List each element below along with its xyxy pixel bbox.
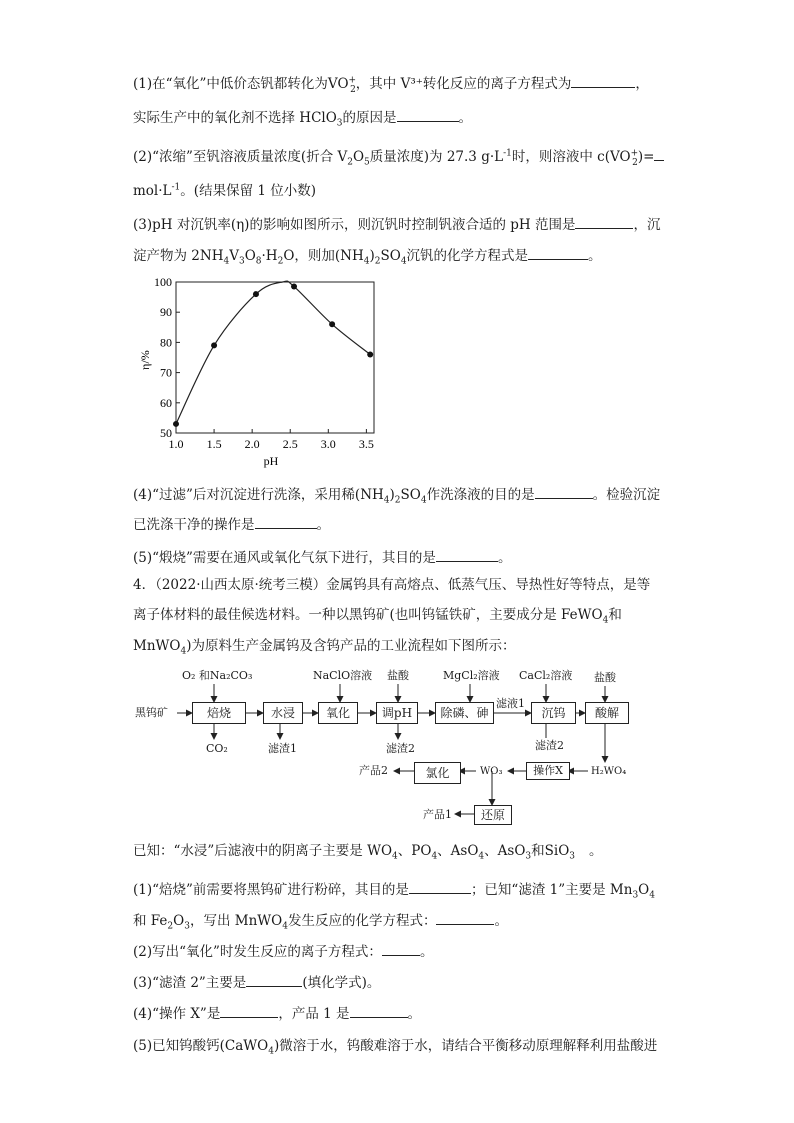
- flow-output-residue-1: 滤渣1: [268, 742, 297, 755]
- x-tick-label-2: 2.0: [244, 437, 260, 451]
- p4-line2: 离子体材料的最佳候选材料。一种以黑钨矿(也叫钨锰铁矿，主要成分是 FeWO$_4$和: [133, 607, 622, 626]
- flow-output-residue-2b: 滤渣2: [535, 739, 564, 752]
- s1-answer-blank-2[interactable]: [436, 910, 494, 925]
- y-tick-label-5: 100: [154, 275, 172, 289]
- q4-line2: 已洗涤干净的操作是 。: [133, 514, 330, 535]
- flow-start-ore: 黑钨矿: [135, 706, 168, 719]
- q3-line2: 淀产物为 $2NH_4V_3O_8\cdot H_2O$，则加$(NH_4)_2SO_4$沉钒的化学方程式是 。: [133, 245, 602, 266]
- flow-input-cacl2: CaCl₂溶液: [519, 669, 573, 682]
- s3-answer-blank[interactable]: [246, 972, 302, 987]
- q1-line2: 实际生产中的氧化剂不选择 HClO$_3$的原因是 。: [133, 107, 472, 128]
- flow-box-water-leach: 水浸: [263, 702, 303, 724]
- flow-product-1: 产品1: [423, 808, 452, 821]
- flow-box-chlorinate: 氯化: [414, 762, 461, 784]
- flow-box-reduce: 还原: [474, 805, 512, 825]
- flow-h2wo4: H₂WO₄: [591, 766, 627, 777]
- flow-box-adjust-ph: 调pH: [376, 702, 418, 724]
- flow-box-operation-x: 操作X: [526, 762, 570, 780]
- flow-box-acid-hydrolysis: 酸解: [585, 702, 629, 724]
- x-axis-label: pH: [263, 454, 279, 468]
- s1-line2: 和 $Fe_2O_3$，写出 MnWO$_4$发生反应的化学方程式： 。: [133, 910, 508, 931]
- s4-answer-blank-2[interactable]: [350, 1003, 408, 1018]
- flow-box-precipitate-w: 沉钨: [531, 702, 576, 724]
- q2-line2: $mol\cdot L^{-1}$。(结果保留 1 位小数): [133, 182, 317, 199]
- s4-answer-blank-1[interactable]: [220, 1003, 278, 1018]
- flow-input-hcl-1: 盐酸: [387, 669, 409, 682]
- s1-answer-blank-1[interactable]: [409, 879, 471, 894]
- x-tick-label-4: 3.0: [320, 437, 336, 451]
- x-tick-label-1: 1.5: [206, 437, 222, 451]
- y-axis-label: η/%: [138, 350, 152, 370]
- y-tick-label-2: 70: [160, 365, 172, 380]
- q4-line1: (4)“过滤”后对沉淀进行洗涤，采用稀$(NH_4)_2SO_4$作洗涤液的目的是 。检验沉淀: [133, 484, 660, 505]
- flow-wo3: WO₃: [480, 766, 503, 777]
- flow-filtrate-1: 滤液1: [496, 697, 525, 710]
- x-tick-label-3: 2.5: [282, 437, 298, 451]
- q1-line1: (1)在“氧化”中低价态钒都转化为$VO^+_2$，其中 V³⁺转化反应的离子方程式为 ，: [133, 73, 649, 94]
- flow-input-naclo: NaClO溶液: [313, 669, 373, 682]
- s4-line: (4)“操作 X”是 ，产品 1 是 。: [133, 1003, 421, 1024]
- x-tick-label-5: 3.5: [358, 437, 374, 451]
- s3-line: (3)“滤渣 2”主要是 (填化学式)。: [133, 972, 380, 993]
- flow-output-co2: CO₂: [206, 742, 228, 755]
- p4-line1: 4．（2022·山西太原·统考三模）金属钨具有高熔点、低蒸气压、导热性好等特点，是等: [133, 577, 651, 593]
- flow-box-remove-p-as: 除磷、砷: [435, 702, 494, 724]
- y-tick-label-1: 60: [160, 395, 172, 410]
- flow-input-hcl-2: 盐酸: [594, 671, 616, 684]
- p4-line3: MnWO$_4$)为原料生产金属钨及含钨产品的工业流程如下图所示：: [133, 638, 516, 657]
- q3-line1: (3)pH 对沉钒率(η)的影响如图所示，则沉钒时控制钒液合适的 pH 范围是 ，沉: [133, 214, 660, 235]
- flow-output-residue-2a: 滤渣2: [386, 742, 415, 755]
- q2-line1: (2)“浓缩”至钒溶液质量浓度(折合 $V_2O_5$质量浓度)为 27.3 $g\cdot L^{-1}$时，则溶液中 $c(VO^+_2)=$: [133, 146, 664, 167]
- q5-line: (5)“煅烧”需要在通风或氧化气氛下进行，其目的是 。: [133, 547, 511, 568]
- x-tick-label-0: 1.0: [168, 437, 184, 451]
- y-tick-label-4: 90: [160, 305, 172, 320]
- y-tick-label-3: 80: [160, 335, 172, 350]
- flow-box-roast: 焙烧: [192, 702, 246, 724]
- flow-box-oxidize: 氧化: [318, 702, 358, 724]
- flow-product-2: 产品2: [359, 764, 388, 777]
- s2-answer-blank[interactable]: [382, 941, 420, 956]
- flow-input-o2-na2co3: O₂ 和Na₂CO₃: [182, 669, 253, 682]
- s2-line: (2)写出“氧化”时发生反应的离子方程式： 。: [133, 941, 433, 962]
- known-ions-line: 已知：“水浸”后滤液中的阴离子主要是 $WO_4$、$PO_4$、AsO$_4$、AsO$_3$和SiO$_3$ 。: [133, 843, 603, 862]
- y-tick-label-0: 50: [160, 426, 172, 440]
- s1-line1: (1)“焙烧”前需要将黑钨矿进行粉碎，其目的是 ；已知“滤渣 1”主要是 $Mn_3O_4$: [133, 879, 655, 900]
- flow-input-mgcl2: MgCl₂溶液: [443, 669, 500, 682]
- s5-line: (5)已知钨酸钙(CaWO$_4$)微溶于水，钨酸难溶于水，请结合平衡移动原理解释利用盐酸进: [133, 1038, 658, 1057]
